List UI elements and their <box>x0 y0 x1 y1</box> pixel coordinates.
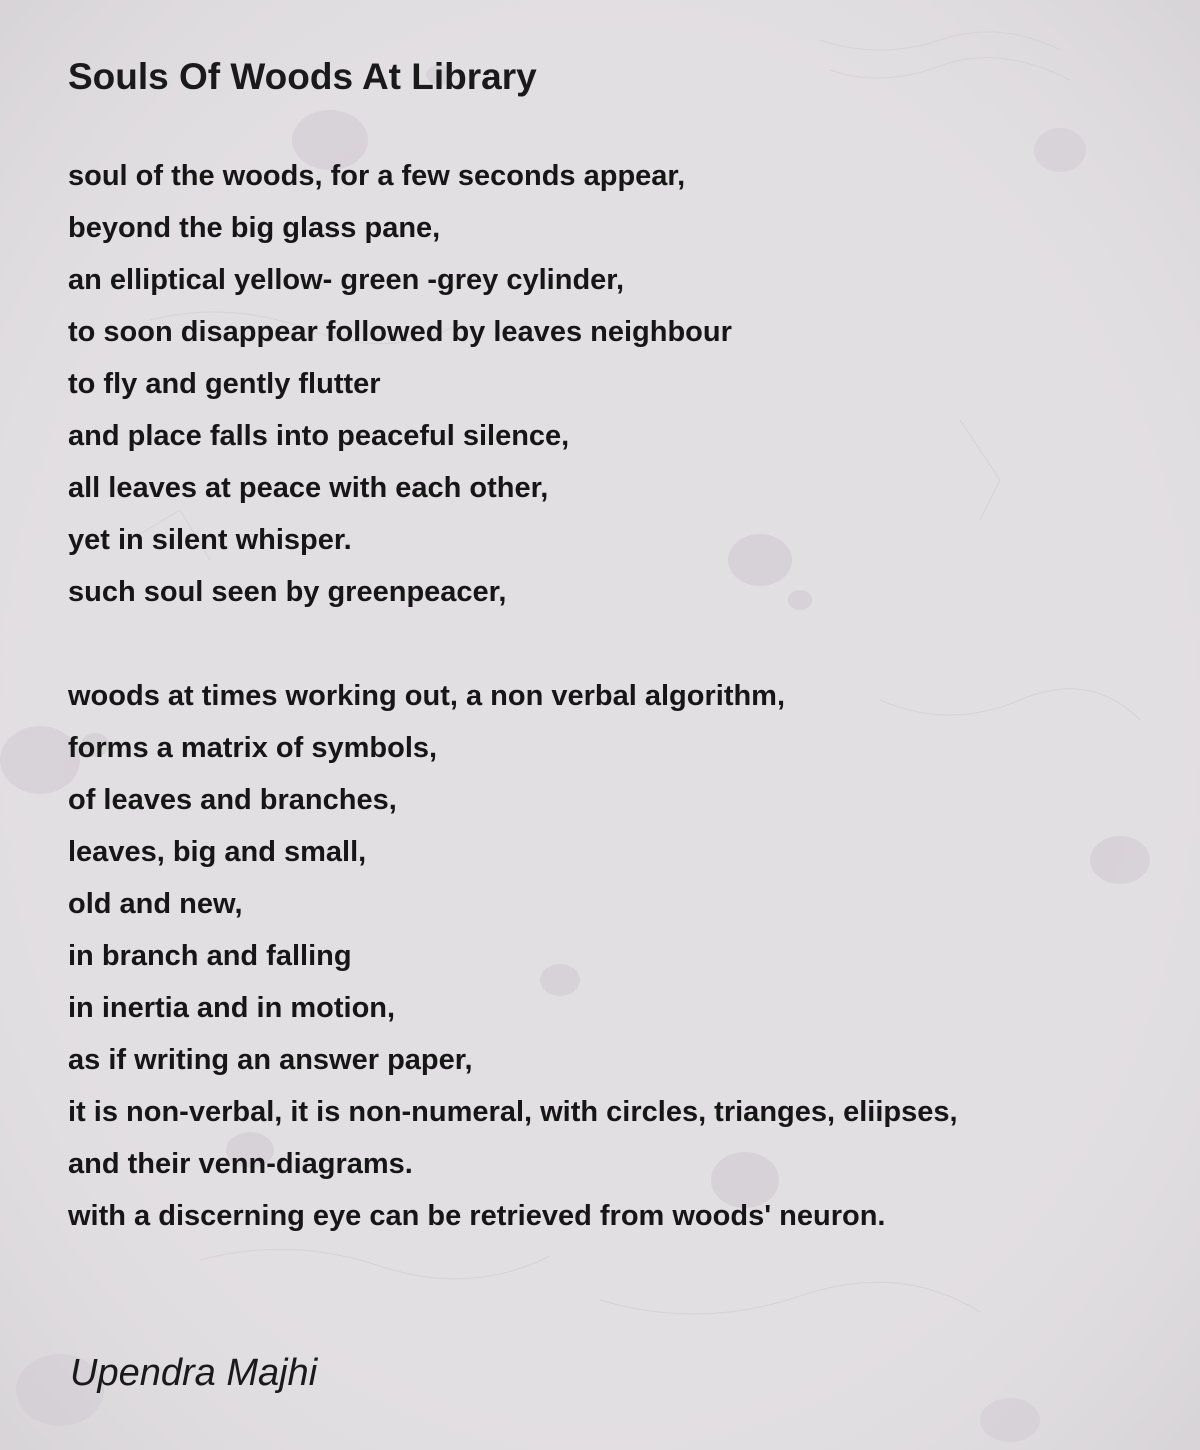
poem-line: soul of the woods, for a few seconds appear, <box>68 160 686 192</box>
poem-line: and their venn-diagrams. <box>68 1148 413 1180</box>
poem-line: to fly and gently flutter <box>68 368 381 400</box>
stanza-break <box>68 618 1168 670</box>
poem-line: to soon disappear followed by leaves neighbour <box>68 316 732 348</box>
poem-line: of leaves and branches, <box>68 784 397 816</box>
poem-line: an elliptical yellow- green -grey cylinder, <box>68 264 625 296</box>
poem-line: forms a matrix of symbols, <box>68 732 438 764</box>
poem-line: in inertia and in motion, <box>68 992 396 1024</box>
poem-author: Upendra Majhi <box>70 1352 318 1394</box>
poem-line: in branch and falling <box>68 940 352 972</box>
poem-line: and place falls into peaceful silence, <box>68 420 570 452</box>
poem-line: such soul seen by greenpeacer, <box>68 576 507 608</box>
poem-line: old and new, <box>68 888 243 920</box>
poem-line: leaves, big and small, <box>68 836 367 868</box>
poem-line: woods at times working out, a non verbal algorithm, <box>68 680 786 712</box>
poem-line: with a discerning eye can be retrieved from woods' neuron. <box>68 1200 886 1232</box>
poem-line: all leaves at peace with each other, <box>68 472 549 504</box>
poem-body <box>68 150 1168 1242</box>
poem-line: it is non-verbal, it is non-numeral, with circles, trianges, eliipses, <box>68 1096 958 1128</box>
poem-line: beyond the big glass pane, <box>68 212 441 244</box>
poem-title: Souls Of Woods At Library <box>68 56 537 97</box>
poem-line: as if writing an answer paper, <box>68 1044 473 1076</box>
poem-line: yet in silent whisper. <box>68 524 352 556</box>
